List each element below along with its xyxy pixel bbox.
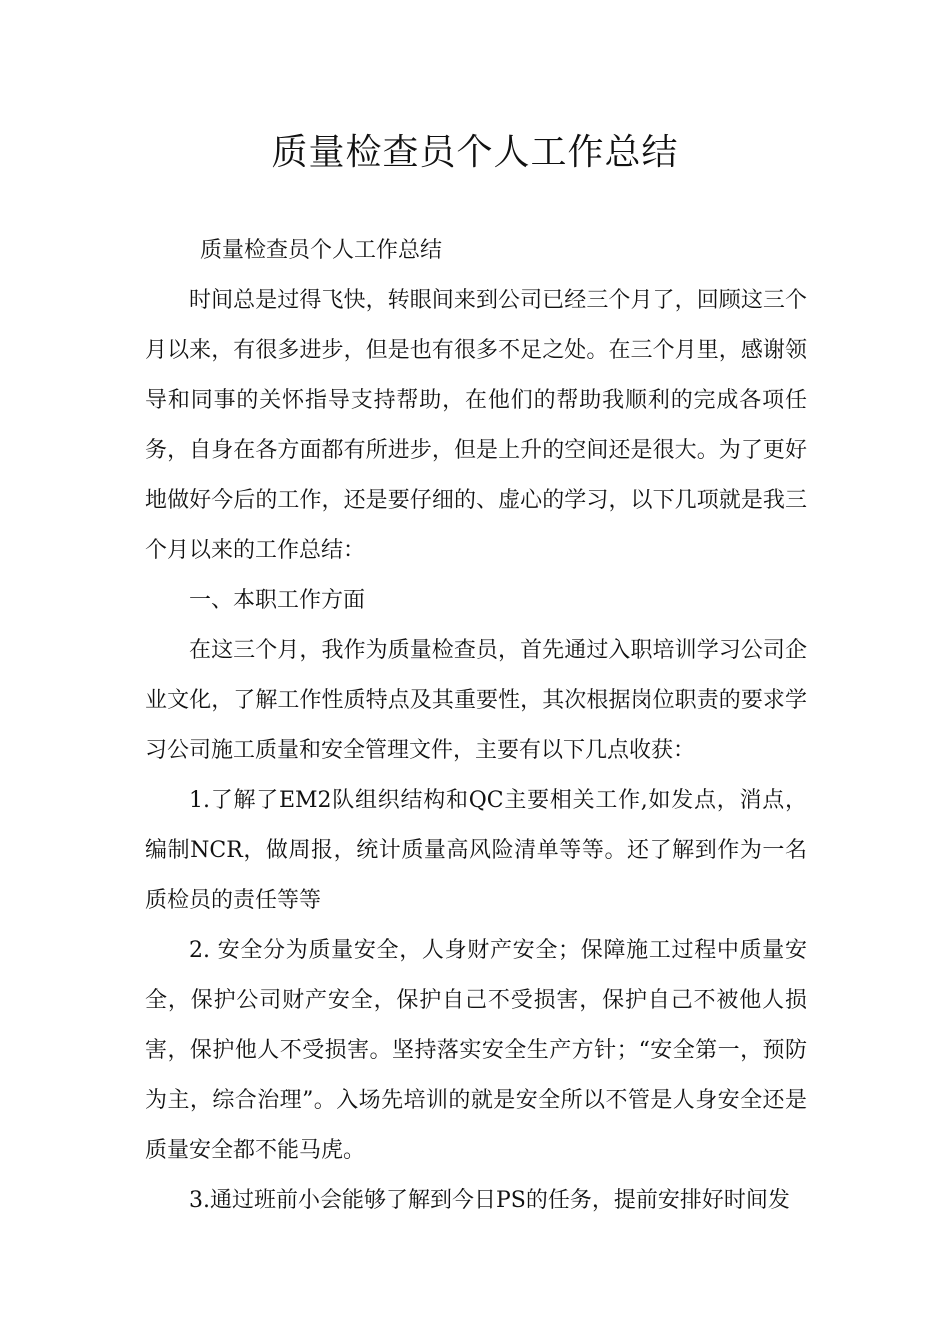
paragraph-subtitle: 质量检查员个人工作总结 [200, 238, 443, 263]
section-heading: 一、本职工作方面 [189, 588, 366, 613]
list-item-2: 2. 安全分为质量安全，人身财产安全；保障施工过程中质量安全，保护公司财产安全，保护自己不受损害，保护自己不被他人损害，保护他人不受损害。坚持落实安全生产方针；“安全第一，预防为主，综合治理”。入场先培训的就是安全所以不管是人身安全还是质量安全都不能马虎。 [145, 938, 807, 1163]
list-item-1: 1.了解了EM2队组织结构和QC主要相关工作,如发点，消点，编制NCR，做周报，统计质量高风险清单等等。还了解到作为一名质检员的责任等等 [145, 788, 807, 913]
paragraph-intro: 时间总是过得飞快，转眼间来到公司已经三个月了，回顾这三个月以来，有很多进步，但是也有很多不足之处。在三个月里，感谢领导和同事的关怀指导支持帮助，在他们的帮助我顺利的完成各项任务，自身在各方面都有所进步，但是上升的空间还是很大。为了更好地做好今后的工作，还是要仔细的、虚心的学习，以下几项就是我三个月以来的工作总结： [145, 288, 807, 563]
document-title: 质量检查员个人工作总结 [271, 132, 679, 173]
document-body [145, 226, 807, 1226]
list-item-3: 3.通过班前小会能够了解到今日PS的任务，提前安排好时间发 [189, 1188, 790, 1213]
paragraph-section-intro: 在这三个月，我作为质量检查员，首先通过入职培训学习公司企业文化，了解工作性质特点及其重要性，其次根据岗位职责的要求学习公司施工质量和安全管理文件，主要有以下几点收获： [145, 638, 807, 763]
